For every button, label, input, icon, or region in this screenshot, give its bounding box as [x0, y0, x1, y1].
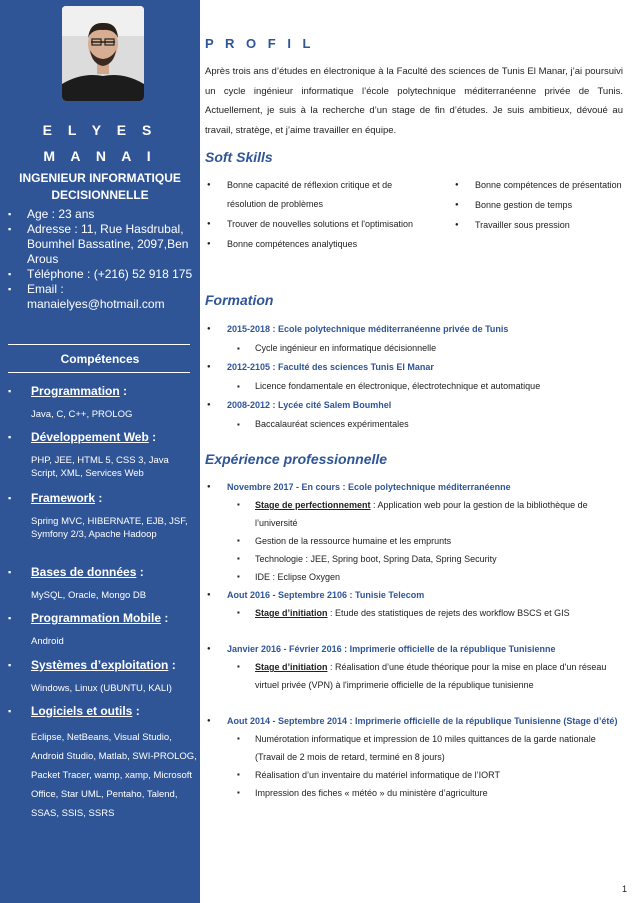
skill-sep: :: [132, 704, 140, 718]
experience-heading: Aout 2016 - Septembre 2106 : Tunisie Telecom: [227, 590, 425, 600]
info-email[interactable]: ▪ Email : manaielyes@hotmail.com: [8, 282, 196, 312]
skill-detail: PHP, JEE, HTML 5, CSS 3, Java Script, XML, Services Web: [31, 455, 169, 479]
soft-skills-title: Soft Skills: [205, 149, 273, 165]
formation-heading: 2012-2105 : Faculté des sciences Tunis El Manar: [227, 362, 434, 372]
skill-item: [8, 658, 198, 695]
experience-detail: ▪ Technologie : JEE, Spring boot, Spring Data, Spring Security: [227, 550, 625, 568]
skill-item: [8, 565, 198, 602]
profil-text: Après trois ans d’études en électronique à la Faculté des sciences de Tunis El Manar, j’ai poursuivi un cycle ingénieur informatique l’école polytechnique méditerranéenne privée de Tunis. Actuellement, je suis à la recherche d’un stage de fin d’études. Je suis ambitieux, dévoué au travail, stratège, et j’aime travailler en équipe.: [205, 66, 623, 136]
job-title: INGENIEUR INFORMATIQUE DECISIONNELLE: [19, 171, 181, 202]
experience-heading: Novembre 2017 - En cours : Ecole polytechnique méditerranéenne: [227, 482, 511, 492]
profile-photo: [62, 6, 144, 101]
skill-name: Développement Web: [31, 430, 149, 444]
info-age: ▪ Age : 23 ans: [8, 207, 196, 222]
divider: [8, 372, 190, 373]
skill-detail: Spring MVC, HIBERNATE, EJB, JSF, Symfony 2/3, Apache Hadoop: [31, 516, 188, 540]
soft-skills-left: [205, 176, 415, 255]
skill-detail: Java, C, C++, PROLOG: [31, 409, 133, 420]
list-item: ● Travailler sous pression: [453, 216, 623, 235]
last-name: M A N A I: [43, 148, 157, 164]
skill-name: Systèmes d’exploitation: [31, 658, 169, 672]
skill-detail: Eclipse, NetBeans, Visual Studio, Android Studio, Matlab, SWI-PROLOG, Packet Tracer, wamp, xamp, Microsoft Office, Star UML, Pentaho, Talend, SSAS, SSIS, SSRS: [31, 732, 197, 819]
skill-sep: :: [119, 384, 128, 398]
profil-title: P R O F I L: [205, 36, 315, 51]
profile-photo-image: [62, 6, 144, 101]
skill-sep: :: [168, 658, 176, 672]
skill-name: Logiciels et outils: [31, 704, 133, 718]
skill-item: [8, 491, 198, 541]
info-phone: ▪ Téléphone : (+216) 52 918 175: [8, 267, 196, 282]
formation-heading: 2015-2018 : Ecole polytechnique méditerranéenne privée de Tunis: [227, 324, 509, 334]
formation-list: [205, 320, 625, 434]
formation-title: Formation: [205, 292, 274, 308]
divider: [8, 344, 190, 345]
experience-detail: ▪ Stage d’initiation : Réalisation d’une étude théorique pour la mise en place d'un réseau virtuel privée (VPN) à l'imprimerie officielle de la république tunisienne: [227, 658, 625, 694]
skill-item: [8, 704, 198, 823]
skill-name: Framework: [31, 491, 96, 505]
main-content: [205, 0, 633, 903]
skill-detail: MySQL, Oracle, Mongo DB: [31, 590, 147, 601]
formation-detail: ▪ Baccalauréat sciences expérimentales: [227, 415, 625, 434]
list-item: ● Bonne compétences de présentation: [453, 176, 623, 195]
experience-detail: ▪ IDE : Eclipse Oxygen: [227, 568, 625, 586]
list-item: ● Trouver de nouvelles solutions et l'optimisation: [205, 215, 415, 234]
list-item: ● Bonne compétences analytiques: [205, 235, 415, 254]
info-address: ▪ Adresse : 11, Rue Hasdrubal, Boumhel Bassatine, 2097,Ben Arous: [8, 222, 196, 267]
experience-detail: ▪ Gestion de la ressource humaine et les emprunts: [227, 532, 625, 550]
formation-heading: 2008-2012 : Lycée cité Salem Boumhel: [227, 400, 392, 410]
skill-sep: :: [95, 491, 103, 505]
skill-item: [8, 611, 198, 648]
skill-item: [8, 384, 198, 421]
experience-detail: ▪ Réalisation d’un inventaire du matériel informatique de l’IORT: [227, 766, 625, 784]
formation-detail: ▪ Licence fondamentale en électronique, électrotechnique et automatique: [227, 377, 625, 396]
skill-detail: Android: [31, 636, 64, 647]
soft-skills-right: [453, 176, 623, 236]
experience-detail: ▪ Numérotation informatique et impression de 10 miles quittances de la garde nationale (Travail de 2 mois de retard, terminé en 8 jours): [227, 730, 625, 766]
competences-title: Compétences: [60, 352, 140, 366]
page-number: 1: [622, 884, 628, 894]
list-item: ● Bonne gestion de temps: [453, 196, 623, 215]
list-item: ● Bonne capacité de réflexion critique et de résolution de problèmes: [205, 176, 415, 214]
skill-item: [8, 430, 198, 480]
experience-detail: ▪ Stage d’initiation : Etude des statistiques de rejets des workflow BSCS et GIS: [227, 604, 625, 622]
experience-detail: ▪ Impression des fiches « météo » du ministère d’agriculture: [227, 784, 625, 802]
skill-name: Programmation Mobile: [31, 611, 162, 625]
skill-sep: :: [148, 430, 157, 444]
experience-heading: Janvier 2016 - Février 2016 : Imprimerie officielle de la république Tunisienne: [227, 644, 556, 654]
skill-sep: :: [161, 611, 169, 625]
skill-name: Bases de données: [31, 565, 137, 579]
formation-detail: ▪ Cycle ingénieur en informatique décisionnelle: [227, 339, 625, 358]
skill-sep: :: [136, 565, 144, 579]
contact-info: [8, 207, 196, 312]
experience-list: [205, 478, 625, 802]
skill-detail: Windows, Linux (UBUNTU, KALI): [31, 683, 172, 694]
experience-detail: ▪ Stage de perfectionnement : Application web pour la gestion de la bibliothèque de l’université: [227, 496, 625, 532]
skill-name: Programmation: [31, 384, 120, 398]
sidebar: [0, 0, 200, 903]
experience-title: Expérience professionnelle: [205, 451, 388, 467]
experience-heading: Aout 2014 - Septembre 2014 : Imprimerie officielle de la république Tunisienne (Stage d’été): [227, 716, 618, 726]
first-name: E L Y E S: [42, 122, 158, 138]
